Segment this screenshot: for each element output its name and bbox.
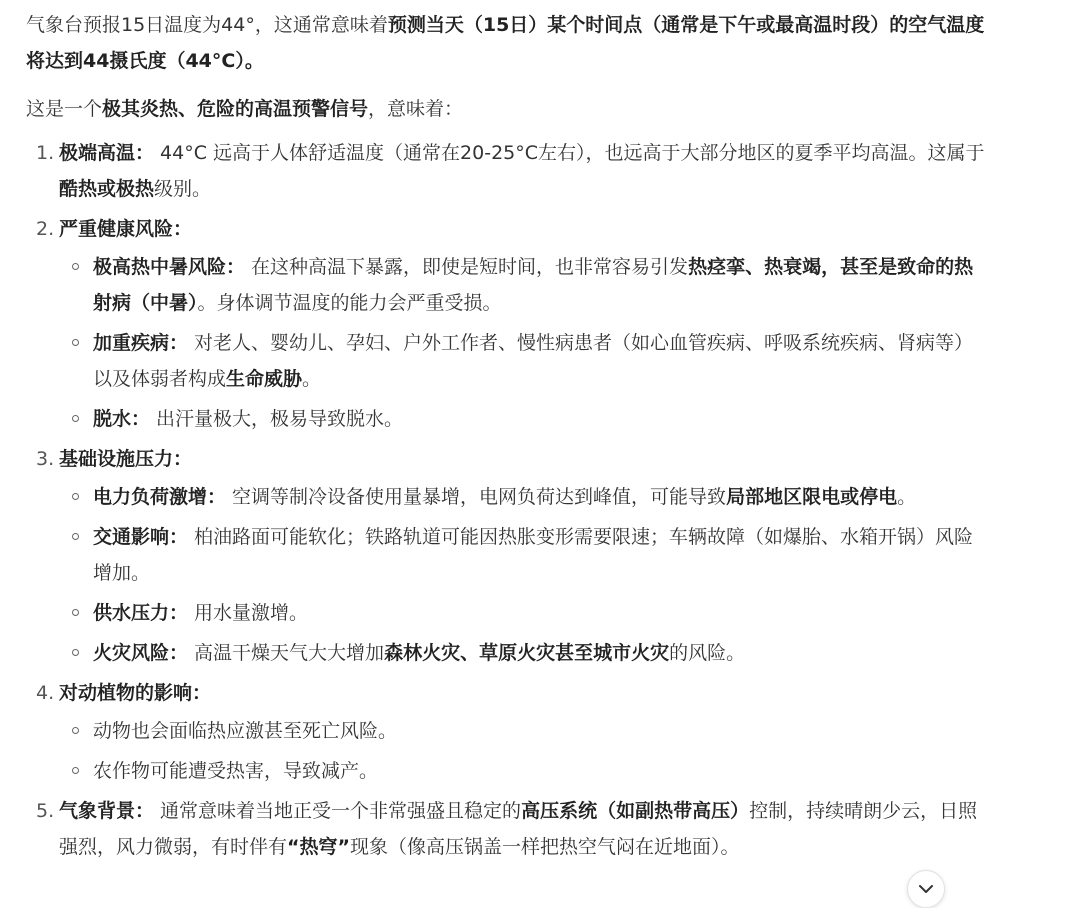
list-number: 2. [36,218,55,240]
sub-item: 供水压力： 用水量激增。 [59,595,986,631]
bullet-icon [72,493,79,500]
bullet-icon [72,767,79,774]
list-item-health-risk: 2. 严重健康风险： 极高热中暑风险： 在这种高温下暴露，即使是短时间，也非常容易引发热痉挛、热衰竭，甚至是致命的热射病（中暑）。身体调节温度的能力会严重受损。 加重疾病： 对老人、婴幼儿、孕妇、户外工作者、慢性病患者（如心血管疾病、呼吸系统疾病、肾病等）以及体弱者构成生命威胁。 脱水： 出汗量极大，极易导致脱水。 [26,211,986,437]
sub-item: 交通影响： 柏油路面可能软化；铁路轨道可能因热胀变形需要限速；车辆故障（如爆胎、水箱开锅）风险增加。 [59,519,986,591]
sub-item: 农作物可能遭受热害，导致减产。 [59,753,986,789]
response-content [26,7,986,869]
chevron-down-icon [918,883,934,895]
sub-list [59,249,986,437]
bullet-icon [72,263,79,270]
bullet-icon [72,609,79,616]
scroll-to-bottom-button[interactable] [907,870,945,908]
sub-item: 加重疾病： 对老人、婴幼儿、孕妇、户外工作者、慢性病患者（如心血管疾病、呼吸系统疾病、肾病等）以及体弱者构成生命威胁。 [59,325,986,397]
list-number: 4. [36,682,55,704]
list-item-infrastructure: 3. 基础设施压力： 电力负荷激增： 空调等制冷设备使用量暴增，电网负荷达到峰值，可能导致局部地区限电或停电。 交通影响： 柏油路面可能软化；铁路轨道可能因热胀变形需要限速；车辆故障（如爆胎、水箱开锅）风险增加。 供水压力： 用水量激增。 火灾风险： 高温干燥天气大大增加森林火灾、草原火灾甚至城市火灾的风险。 [26,441,986,671]
sub-list [59,713,986,789]
bullet-icon [72,533,79,540]
list-item-extreme-heat: 1. 极端高温： 44°C 远高于人体舒适温度（通常在20-25°C左右），也远高于大部分地区的夏季平均高温。这属于酷热或极热级别。 [26,135,986,207]
impact-list [26,135,986,865]
list-number: 5. [36,800,55,822]
list-number: 1. [36,142,55,164]
sub-item: 极高热中暑风险： 在这种高温下暴露，即使是短时间，也非常容易引发热痉挛、热衰竭，甚至是致命的热射病（中暑）。身体调节温度的能力会严重受损。 [59,249,986,321]
bullet-icon [72,649,79,656]
sub-item: 电力负荷激增： 空调等制冷设备使用量暴增，电网负荷达到峰值，可能导致局部地区限电或停电。 [59,479,986,515]
list-item-weather-background: 5. 气象背景： 通常意味着当地正受一个非常强盛且稳定的高压系统（如副热带高压）控制，持续晴朗少云，日照强烈，风力微弱，有时伴有“热穹”现象（像高压锅盖一样把热空气闷在近地面）。 [26,793,986,865]
bullet-icon [72,339,79,346]
sub-list [59,479,986,671]
intro-paragraph: 气象台预报15日温度为44°，这通常意味着预测当天（15日）某个时间点（通常是下午或最高温时段）的空气温度将达到44摄氏度（44°C）。 [26,14,985,72]
bullet-icon [72,415,79,422]
bullet-icon [72,727,79,734]
sub-item: 脱水： 出汗量极大，极易导致脱水。 [59,401,986,437]
sub-item: 火灾风险： 高温干燥天气大大增加森林火灾、草原火灾甚至城市火灾的风险。 [59,635,986,671]
sub-item: 动物也会面临热应激甚至死亡风险。 [59,713,986,749]
list-number: 3. [36,448,55,470]
lead-paragraph: 这是一个极其炎热、危险的高温预警信号，意味着： [26,98,464,120]
list-item-ecology: 4. 对动植物的影响： 动物也会面临热应激甚至死亡风险。 农作物可能遭受热害，导致减产。 [26,675,986,789]
